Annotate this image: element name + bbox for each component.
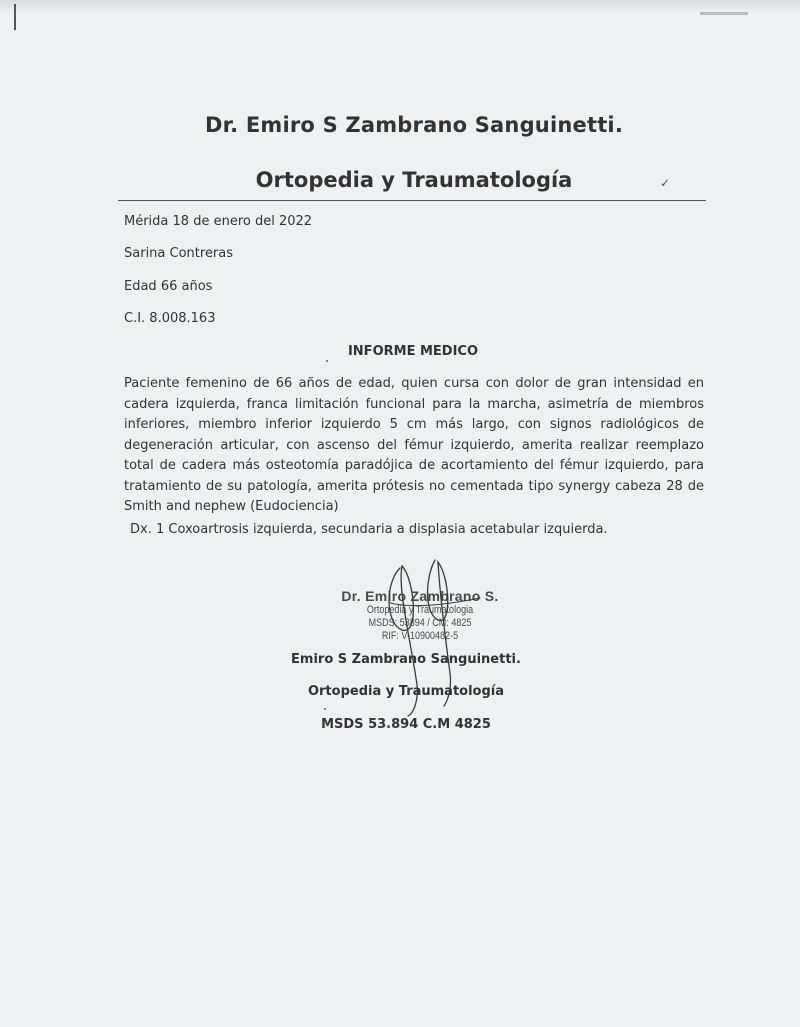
patient-id: C.I. 8.008.163 xyxy=(124,311,216,326)
patient-age: Edad 66 años xyxy=(124,279,213,294)
stamp-rif: RIF: V-10900482-5 xyxy=(381,630,459,642)
signature-name: Emiro S Zambrano Sanguinetti. xyxy=(291,652,521,667)
scan-left-mark xyxy=(14,4,16,30)
stamp-name: Dr. Emiro Zambrano S. xyxy=(341,588,499,604)
stamp-specialty: Ortopedia y Traumatologia xyxy=(366,604,474,616)
signature-registry: MSDS 53.894 C.M 4825 xyxy=(321,717,491,732)
report-body: Paciente femenino de 66 años de edad, quien cursa con dolor de gran intensidad en cadera izquierda, franca limitación funcional para la marcha, asimetría de miembros inferiores, miembro inferior izquierdo 5 cm más largo, con signos radiológicos de degeneración articular, con ascenso del fémur izquierdo, amerita realizar reemplazo total de cadera más osteotomía paradójica de acortamiento del fémur izquierdo, para tratamiento de su patología, amerita prótesis no cementada tipo synergy cabeza 28 de Smith and nephew (Eudociencia) xyxy=(124,376,704,514)
header-divider xyxy=(118,200,706,201)
doctor-name-heading: Dr. Emiro S Zambrano Sanguinetti. xyxy=(204,113,624,137)
diagnosis-line: Dx. 1 Coxoartrosis izquierda, secundaria a displasia acetabular izquierda. xyxy=(130,522,608,537)
pen-tick-mark: ✓ xyxy=(660,176,671,190)
signature-specialty: Ortopedia y Traumatología xyxy=(307,684,505,699)
date-line: Mérida 18 de enero del 2022 xyxy=(124,214,313,229)
scan-speck xyxy=(324,708,326,710)
specialty-heading: Ortopedia y Traumatología xyxy=(255,168,573,192)
patient-name: Sarina Contreras xyxy=(124,246,234,261)
report-title: INFORME MEDICO xyxy=(347,344,479,359)
stamp-registry: MSDS: 53894 / CM: 4825 xyxy=(368,617,472,629)
scan-right-mark xyxy=(700,12,748,15)
scan-speck xyxy=(326,360,328,362)
scan-top-edge xyxy=(0,0,800,14)
